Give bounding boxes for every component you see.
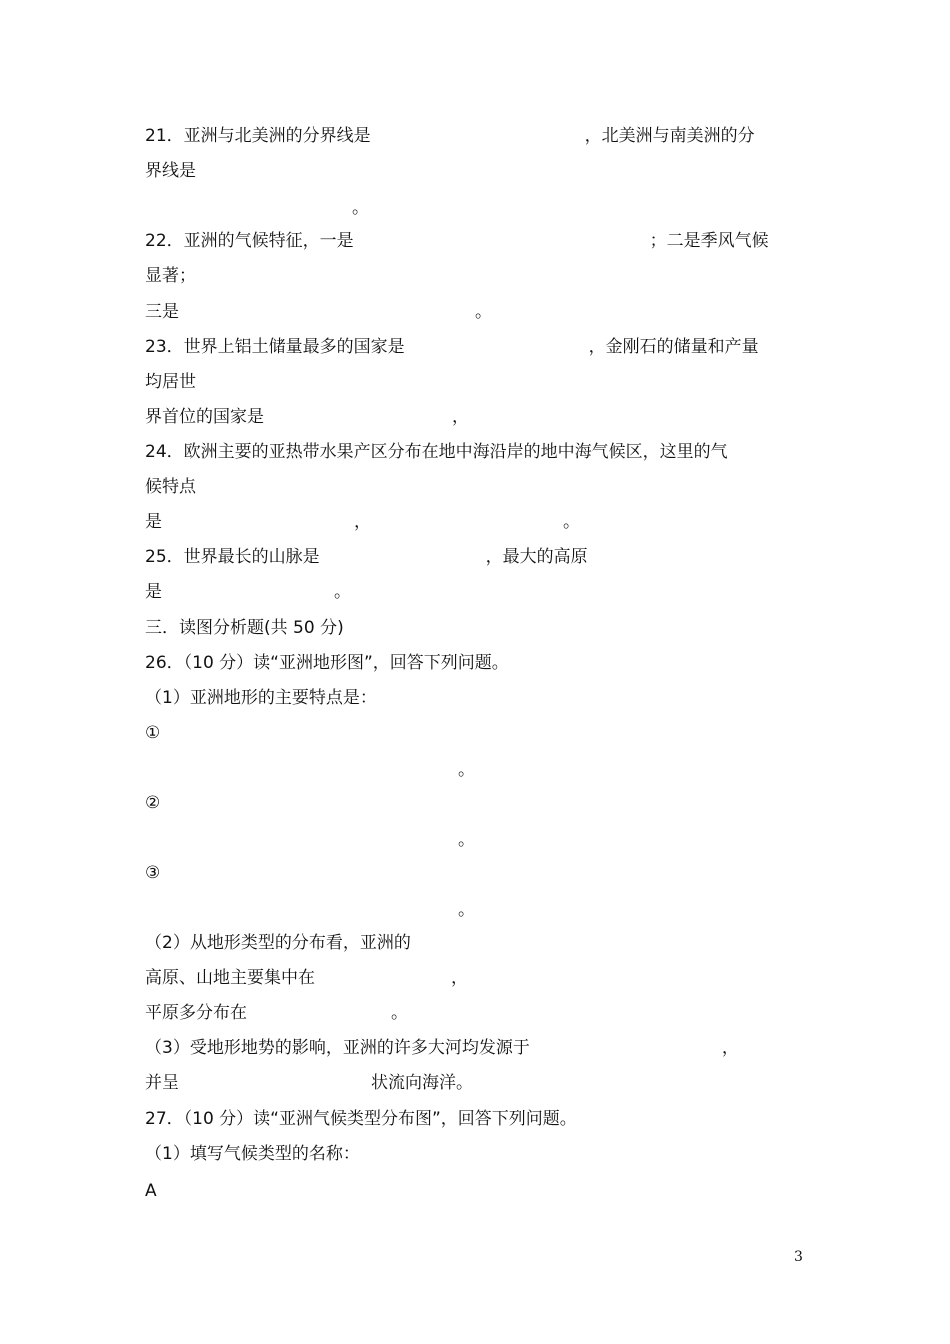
q22-text-b: ；二是季风气候 bbox=[649, 231, 769, 251]
page-number: 3 bbox=[794, 1249, 803, 1265]
q26-p2-text-c: 平原多分布在 bbox=[145, 1003, 247, 1023]
q23-text-c: 界首位的国家是 bbox=[145, 407, 264, 427]
q26-circle-2: ② bbox=[145, 793, 161, 813]
q27-title: 27．（10 分）读“亚洲气候类型分布图”，回答下列问题。 bbox=[145, 1109, 577, 1129]
q25-text-b: ，最大的高原 bbox=[485, 547, 588, 567]
q22-line-1 bbox=[145, 230, 769, 252]
q25-text-d: 。 bbox=[334, 582, 351, 602]
q26-p3-text-a: （3）受地形地势的影响，亚洲的许多大河均发源于 bbox=[145, 1038, 530, 1058]
q23-text-b: ，金刚石的储量和产量 bbox=[588, 337, 759, 357]
q26-p2-text-b: ， bbox=[451, 968, 468, 988]
q22-line-2: 显著； bbox=[145, 266, 196, 286]
q26-circle-1: ① bbox=[145, 723, 161, 743]
q21-text-a: 21．亚洲与北美洲的分界线是 bbox=[145, 126, 371, 146]
q26-circle-3-end: 。 bbox=[458, 900, 475, 920]
q23-line-3 bbox=[145, 406, 469, 428]
q22-text-c: 三是 bbox=[145, 302, 179, 322]
q21-line-3: 。 bbox=[352, 198, 369, 218]
q24-text-b: ， bbox=[354, 512, 371, 532]
q24-text-a: 是 bbox=[145, 512, 162, 532]
q26-p3-text-b: ， bbox=[721, 1038, 739, 1058]
q25-line-1 bbox=[145, 546, 588, 568]
q27-label-a: A bbox=[145, 1181, 157, 1201]
q24-line-3 bbox=[145, 511, 580, 533]
q26-part-3-line-1 bbox=[145, 1037, 739, 1059]
q26-p3-text-c: 并呈 bbox=[145, 1073, 179, 1093]
q23-line-1 bbox=[145, 336, 759, 358]
q26-part-2-line-3 bbox=[145, 1002, 408, 1024]
q26-p3-text-d: 状流向海洋。 bbox=[371, 1073, 473, 1093]
q23-text-a: 23．世界上铝土储量最多的国家是 bbox=[145, 337, 405, 357]
q22-text-d: 。 bbox=[475, 302, 492, 322]
q24-text-c: 。 bbox=[563, 512, 580, 532]
q23-text-d: ， bbox=[452, 407, 469, 427]
q22-text-a: 22．亚洲的气候特征，一是 bbox=[145, 231, 354, 251]
q24-line-1: 24．欧洲主要的亚热带水果产区分布在地中海沿岸的地中海气候区，这里的气 bbox=[145, 442, 728, 462]
q26-part-3-line-2 bbox=[145, 1072, 473, 1094]
q27-part-1: （1）填写气候类型的名称： bbox=[145, 1144, 360, 1164]
q25-text-c: 是 bbox=[145, 582, 162, 602]
q21-line-1 bbox=[145, 125, 755, 147]
q26-circle-2-end: 。 bbox=[458, 830, 475, 850]
q26-circle-1-end: 。 bbox=[458, 760, 475, 780]
q21-text-b: ，北美洲与南美洲的分 bbox=[584, 126, 755, 146]
q26-title: 26．（10 分）读“亚洲地形图”，回答下列问题。 bbox=[145, 653, 509, 673]
q21-line-2: 界线是 bbox=[145, 161, 196, 181]
q26-circle-3: ③ bbox=[145, 863, 161, 883]
q26-part-1: （1）亚洲地形的主要特点是： bbox=[145, 688, 377, 708]
q26-p2-text-d: 。 bbox=[391, 1003, 408, 1023]
section-3-heading: 三．读图分析题(共 50 分) bbox=[145, 618, 344, 638]
q25-text-a: 25．世界最长的山脉是 bbox=[145, 547, 320, 567]
q24-line-2: 候特点 bbox=[145, 477, 196, 497]
q23-line-2: 均居世 bbox=[145, 372, 196, 392]
q26-part-2-line-2 bbox=[145, 967, 468, 989]
q26-part-2-line-1: （2）从地形类型的分布看，亚洲的 bbox=[145, 933, 411, 953]
q25-line-2 bbox=[145, 581, 351, 603]
q22-line-3 bbox=[145, 301, 492, 323]
q26-p2-text-a: 高原、山地主要集中在 bbox=[145, 968, 315, 988]
